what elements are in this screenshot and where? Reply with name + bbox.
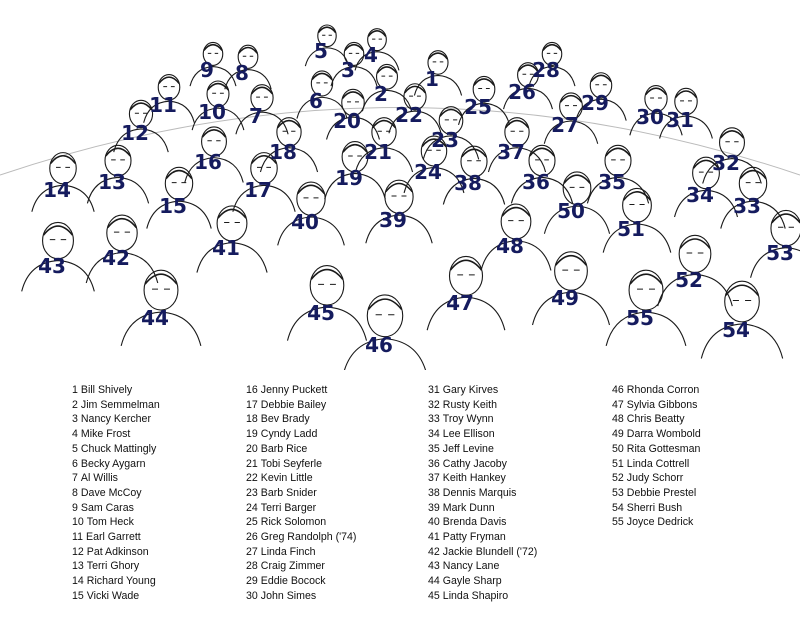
- roster-entry: [612, 412, 701, 427]
- photo-number-label: 34: [686, 183, 714, 207]
- roster-number: 6: [72, 457, 78, 470]
- roster-name: Dennis Marquis: [442, 486, 517, 499]
- photo-number-label: 25: [464, 95, 492, 119]
- roster-name: Dave McCoy: [80, 486, 142, 499]
- roster-number: 19: [246, 428, 258, 441]
- roster-entry: [428, 515, 537, 530]
- roster-entry: [428, 398, 537, 413]
- roster-number: 25: [246, 516, 258, 529]
- roster-entry: [612, 442, 701, 457]
- roster-entry: [246, 574, 356, 589]
- roster-entry: [72, 545, 160, 560]
- roster-entry: [428, 471, 537, 486]
- roster-number: 52: [612, 472, 624, 485]
- roster-number: 22: [246, 472, 258, 485]
- roster-number: 46: [612, 384, 624, 396]
- roster-number: 17: [246, 398, 258, 411]
- roster-name: Richard Young: [86, 575, 156, 588]
- roster-number: 29: [246, 575, 258, 588]
- roster-number: 42: [428, 545, 440, 558]
- roster-entry: [246, 383, 356, 398]
- roster-number: 24: [246, 501, 258, 514]
- roster-column-1: [72, 383, 160, 604]
- roster-name: Jenny Puckett: [260, 384, 328, 396]
- roster-number: 49: [612, 428, 624, 441]
- roster-name: Bev Brady: [260, 413, 310, 426]
- photo-number-label: 43: [38, 254, 66, 278]
- roster-entry: [72, 442, 160, 457]
- roster-entry: [612, 457, 701, 472]
- photo-number-label: 12: [121, 121, 149, 145]
- roster-number: 20: [246, 442, 258, 455]
- photo-number-label: 6: [309, 89, 323, 113]
- photo-number-label: 46: [365, 333, 393, 357]
- photo-number-label: 4: [364, 43, 378, 67]
- roster-name: Keith Hankey: [442, 472, 506, 485]
- roster-number: 38: [428, 486, 440, 499]
- roster-name: Al Willis: [80, 472, 118, 485]
- roster-entry: [428, 412, 537, 427]
- roster-entry: [72, 383, 160, 398]
- roster-entry: [72, 457, 160, 472]
- roster-entry: [72, 559, 160, 574]
- roster-name: Barb Snider: [260, 486, 317, 499]
- roster-entry: [428, 442, 537, 457]
- roster-entry: [612, 486, 701, 501]
- roster-name: Jim Semmelman: [80, 398, 160, 411]
- roster-name: Gayle Sharp: [442, 575, 502, 588]
- roster-number: 35: [428, 442, 440, 455]
- photo-number-label: 33: [733, 194, 761, 218]
- photo-number-label: 7: [249, 104, 263, 128]
- roster-name: Barb Rice: [260, 442, 308, 455]
- roster-number: 31: [428, 384, 440, 396]
- roster-name: Kevin Little: [260, 472, 313, 485]
- roster-name: Cyndy Ladd: [260, 428, 318, 441]
- photo-number-label: 32: [712, 151, 740, 175]
- roster-name: Bill Shively: [80, 384, 133, 396]
- roster-number: 37: [428, 472, 440, 485]
- roster-entry: [612, 398, 701, 413]
- photo-number-label: 16: [194, 150, 222, 174]
- photo-number-label: 36: [522, 170, 550, 194]
- roster-number: 7: [72, 472, 78, 485]
- roster-entry: [246, 486, 356, 501]
- roster-number: 18: [246, 413, 258, 426]
- roster-number: 51: [612, 457, 624, 470]
- roster-entry: [246, 559, 356, 574]
- roster-name: Debbie Prestel: [626, 486, 697, 499]
- photo-number-label: 39: [379, 208, 407, 232]
- photo-number-label: 9: [200, 58, 214, 82]
- roster-entry: [72, 501, 160, 516]
- photo-number-label: 18: [269, 140, 297, 164]
- roster-name: Rusty Keith: [442, 398, 497, 411]
- roster-number: 40: [428, 516, 440, 529]
- photo-number-label: 21: [364, 140, 392, 164]
- roster-entry: [612, 501, 701, 516]
- roster-name: Tobi Seyferle: [260, 457, 323, 470]
- roster-entry: [428, 545, 537, 560]
- roster-entry: [72, 574, 160, 589]
- roster-name: Rick Solomon: [260, 516, 327, 529]
- photo-number-label: 26: [508, 80, 536, 104]
- photo-number-label: 35: [598, 170, 626, 194]
- photo-number-label: 23: [431, 128, 459, 152]
- roster-name: Terri Barger: [260, 501, 317, 514]
- roster-name: Rhonda Corron: [626, 384, 700, 396]
- roster-number: 48: [612, 413, 624, 426]
- roster-entry: [428, 427, 537, 442]
- photo-number-label: 55: [626, 306, 654, 330]
- roster-name: Mark Dunn: [442, 501, 495, 514]
- roster-name: Chris Beatty: [626, 413, 685, 426]
- photo-number-label: 40: [291, 210, 319, 234]
- roster-number: 11: [72, 531, 83, 544]
- roster-name: Terri Ghory: [86, 560, 140, 573]
- sketch-figures: [0, 25, 800, 370]
- roster-name: Debbie Bailey: [260, 398, 327, 411]
- roster-entry: [612, 383, 701, 398]
- roster-number: 54: [612, 501, 624, 514]
- photo-number-label: 31: [666, 108, 694, 132]
- roster-number: 43: [428, 560, 440, 573]
- roster-name: Judy Schorr: [626, 472, 684, 485]
- roster-name: Craig Zimmer: [260, 560, 325, 573]
- roster-name: Earl Garrett: [86, 531, 141, 544]
- photo-number-label: 37: [497, 140, 525, 164]
- roster-number: 44: [428, 575, 440, 588]
- roster-name: Vicki Wade: [86, 589, 140, 602]
- photo-number-label: 13: [98, 170, 126, 194]
- roster-name: Sam Caras: [80, 501, 134, 514]
- roster-entry: [72, 515, 160, 530]
- roster-name: Greg Randolph ('74): [260, 531, 357, 544]
- name-roster: [0, 383, 800, 602]
- roster-entry: [72, 589, 160, 604]
- roster-number: 30: [246, 589, 258, 602]
- roster-name: Chuck Mattingly: [80, 442, 157, 455]
- photo-number-label: 49: [551, 286, 579, 310]
- roster-name: Rita Gottesman: [626, 442, 701, 455]
- roster-number: 36: [428, 457, 440, 470]
- roster-name: Troy Wynn: [442, 413, 494, 426]
- roster-entry: [428, 530, 537, 545]
- roster-name: Linda Shapiro: [442, 589, 509, 602]
- photo-number-label: 30: [636, 105, 664, 129]
- roster-name: Tom Heck: [86, 516, 134, 529]
- roster-name: Becky Aygarn: [80, 457, 146, 470]
- roster-number: 32: [428, 398, 440, 411]
- roster-number: 14: [72, 575, 84, 588]
- roster-name: Jeff Levine: [442, 442, 494, 455]
- roster-entry: [612, 427, 701, 442]
- roster-number: 39: [428, 501, 440, 514]
- roster-number: 5: [72, 442, 78, 455]
- photo-number-label: 27: [551, 113, 579, 137]
- roster-number: 9: [72, 501, 78, 514]
- roster-name: Eddie Bocock: [260, 575, 326, 588]
- roster-number: 47: [612, 398, 624, 411]
- roster-entry: [428, 574, 537, 589]
- photo-number-label: 3: [341, 58, 355, 82]
- roster-number: 10: [72, 516, 84, 529]
- roster-name: Nancy Lane: [442, 560, 500, 573]
- roster-number: 1: [72, 384, 78, 396]
- roster-number: 16: [246, 384, 258, 396]
- roster-entry: [246, 530, 356, 545]
- roster-name: John Simes: [260, 589, 317, 602]
- roster-name: Lee Ellison: [442, 428, 495, 441]
- roster-number: 12: [72, 545, 84, 558]
- roster-number: 3: [72, 413, 78, 426]
- roster-entry: [72, 398, 160, 413]
- photo-number-label: 50: [557, 199, 585, 223]
- photo-number-label: 15: [159, 194, 187, 218]
- roster-entry: [72, 412, 160, 427]
- roster-entry: [246, 515, 356, 530]
- roster-entry: [246, 589, 356, 604]
- photo-number-label: 2: [374, 82, 388, 106]
- roster-number: 21: [246, 457, 258, 470]
- roster-column-4: [612, 383, 701, 530]
- photo-number-label: 41: [212, 236, 240, 260]
- roster-entry: [428, 589, 537, 604]
- photo-number-label: 5: [314, 39, 328, 63]
- roster-number: 23: [246, 486, 258, 499]
- roster-number: 27: [246, 545, 258, 558]
- roster-entry: [428, 501, 537, 516]
- roster-name: Jackie Blundell ('72): [442, 545, 538, 558]
- photo-number-label: 47: [446, 291, 474, 315]
- roster-name: Pat Adkinson: [86, 545, 149, 558]
- roster-name: Nancy Kercher: [80, 413, 151, 426]
- roster-entry: [72, 486, 160, 501]
- roster-number: 13: [72, 560, 84, 573]
- roster-name: Gary Kirves: [442, 384, 499, 396]
- photo-number-label: 52: [675, 268, 703, 292]
- roster-name: Cathy Jacoby: [442, 457, 507, 470]
- roster-name: Sylvia Gibbons: [626, 398, 698, 411]
- roster-entry: [246, 398, 356, 413]
- photo-number-label: 53: [766, 241, 794, 265]
- roster-number: 15: [72, 589, 84, 602]
- roster-name: Patty Fryman: [442, 531, 506, 544]
- photo-number-label: 44: [141, 306, 169, 330]
- photo-number-label: 54: [722, 318, 750, 342]
- roster-name: Mike Frost: [80, 428, 131, 441]
- roster-entry: [246, 427, 356, 442]
- roster-entry: [428, 486, 537, 501]
- roster-name: Linda Cottrell: [626, 457, 690, 470]
- photo-number-label: 29: [581, 91, 609, 115]
- photo-number-label: 28: [532, 58, 560, 82]
- roster-entry: [246, 545, 356, 560]
- roster-number: 53: [612, 486, 624, 499]
- roster-entry: [72, 427, 160, 442]
- photo-number-label: 10: [198, 100, 226, 124]
- roster-number: 28: [246, 560, 258, 573]
- roster-entry: [246, 501, 356, 516]
- roster-entry: [72, 471, 160, 486]
- roster-entry: [246, 412, 356, 427]
- photo-number-label: 20: [333, 109, 361, 133]
- photo-number-label: 51: [617, 217, 645, 241]
- roster-name: Darra Wombold: [626, 428, 701, 441]
- roster-entry: [246, 442, 356, 457]
- photo-number-label: 48: [496, 234, 524, 258]
- roster-number: 45: [428, 589, 440, 602]
- roster-number: 34: [428, 428, 440, 441]
- roster-entry: [612, 515, 701, 530]
- photo-number-label: 45: [307, 301, 335, 325]
- roster-entry: [428, 383, 537, 398]
- roster-entry: [246, 471, 356, 486]
- roster-column-3: [428, 383, 537, 604]
- photo-number-label: 22: [395, 103, 423, 127]
- roster-entry: [246, 457, 356, 472]
- roster-name: Sherri Bush: [626, 501, 683, 514]
- photo-number-label: 14: [43, 178, 71, 202]
- roster-number: 55: [612, 516, 624, 529]
- photo-number-label: 8: [235, 61, 249, 85]
- roster-entry: [428, 457, 537, 472]
- roster-number: 26: [246, 531, 258, 544]
- photo-number-label: 1: [425, 67, 439, 91]
- roster-name: Brenda Davis: [442, 516, 507, 529]
- roster-entry: [72, 530, 160, 545]
- roster-name: Linda Finch: [260, 545, 316, 558]
- photo-number-label: 42: [102, 246, 130, 270]
- roster-number: 8: [72, 486, 78, 499]
- roster-number: 50: [612, 442, 624, 455]
- photo-number-label: 17: [244, 178, 272, 202]
- roster-entry: [428, 559, 537, 574]
- photo-number-label: 11: [149, 93, 177, 117]
- photo-number-label: 38: [454, 171, 482, 195]
- photo-number-label: 24: [414, 160, 442, 184]
- roster-entry: [612, 471, 701, 486]
- photo-number-label: 19: [335, 166, 363, 190]
- roster-number: 41: [428, 531, 440, 544]
- roster-name: Joyce Dedrick: [626, 516, 694, 529]
- roster-column-2: [246, 383, 356, 604]
- roster-number: 33: [428, 413, 440, 426]
- roster-number: 4: [72, 428, 78, 441]
- roster-number: 2: [72, 398, 78, 411]
